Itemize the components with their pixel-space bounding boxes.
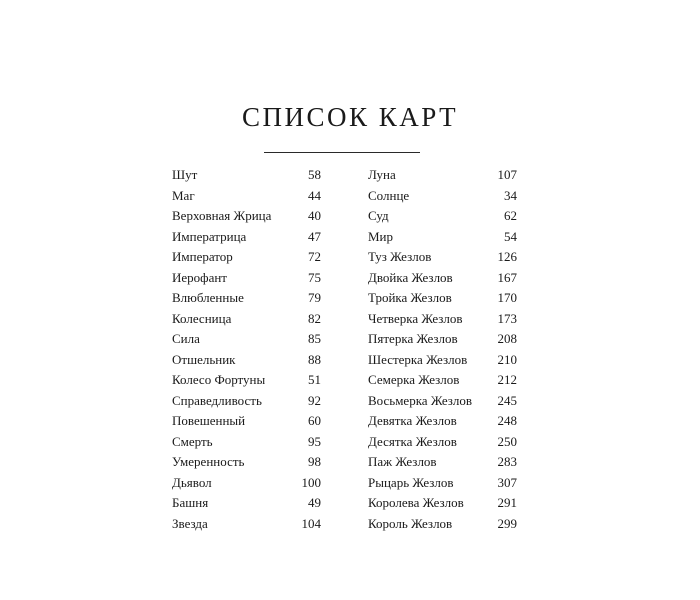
- card-list-item: [172, 288, 321, 309]
- page-number: 60: [308, 413, 321, 428]
- page-number: 49: [308, 495, 321, 510]
- card-list-item: [172, 309, 321, 330]
- page-number: 47: [308, 228, 321, 244]
- card-name: Туз Жезлов: [368, 249, 432, 264]
- card-name: Двойка Жезлов: [368, 269, 453, 285]
- page-number: 210: [497, 351, 517, 367]
- card-name: Десятка Жезлов: [368, 433, 457, 449]
- page-number: 34: [504, 187, 517, 203]
- page-number: 79: [308, 290, 321, 305]
- card-list-item: [368, 514, 517, 535]
- card-list-item: [368, 227, 517, 248]
- card-list-item: [368, 329, 517, 350]
- page-number: 250: [497, 433, 517, 449]
- card-list-item: [368, 309, 517, 330]
- card-name: Башня: [172, 495, 209, 510]
- card-list-item: [172, 514, 321, 535]
- card-list-item: [368, 473, 517, 494]
- card-list-item: [368, 432, 517, 453]
- card-list-item: [368, 247, 517, 268]
- card-list-item: [172, 247, 321, 268]
- card-name: Звезда: [172, 515, 208, 531]
- page-number: 100: [301, 474, 321, 490]
- card-name: Колесница: [172, 310, 232, 326]
- page-number: 98: [308, 454, 321, 469]
- page-number: 283: [497, 454, 517, 469]
- card-name: Паж Жезлов: [368, 454, 437, 469]
- card-name: Дьявол: [172, 474, 212, 490]
- card-list-item: [172, 268, 321, 289]
- card-name: Солнце: [368, 187, 410, 203]
- card-name: Колесо Фортуны: [172, 372, 266, 387]
- title-underline: [264, 152, 420, 153]
- card-name: Восьмерка Жезлов: [368, 392, 473, 408]
- page-number: 299: [497, 515, 517, 531]
- page-number: 85: [308, 331, 321, 346]
- card-name: Смерть: [172, 433, 213, 449]
- card-name: Император: [172, 249, 233, 264]
- card-list-item: [172, 473, 321, 494]
- card-name: Сила: [172, 331, 200, 346]
- card-list-item: [368, 206, 517, 227]
- page-number: 170: [497, 290, 517, 305]
- card-name: Девятка Жезлов: [368, 413, 457, 428]
- page-number: 44: [308, 187, 321, 203]
- card-list-item: [368, 493, 517, 514]
- page-number: 307: [497, 474, 517, 490]
- card-name: Шестерка Жезлов: [368, 351, 468, 367]
- card-list-item: [172, 411, 321, 432]
- card-name: Справедливость: [172, 392, 262, 408]
- page-number: 212: [497, 372, 517, 387]
- page-number: 291: [497, 495, 517, 510]
- card-list-item: [368, 186, 517, 207]
- card-name: Иерофант: [172, 269, 227, 285]
- card-list-item: [172, 370, 321, 391]
- card-list-item: [368, 452, 517, 473]
- card-list-item: [368, 288, 517, 309]
- card-name: Король Жезлов: [368, 515, 453, 531]
- card-list-left-column: [172, 165, 321, 534]
- card-name: Маг: [172, 187, 195, 203]
- card-name: Луна: [368, 167, 396, 182]
- page-number: 54: [504, 228, 517, 244]
- page-number: 51: [308, 372, 321, 387]
- card-name: Верховная Жрица: [172, 208, 272, 223]
- page-number: 173: [497, 310, 517, 326]
- card-name: Королева Жезлов: [368, 495, 464, 510]
- card-list-item: [172, 206, 321, 227]
- card-list-item: [172, 227, 321, 248]
- card-name: Императрица: [172, 228, 247, 244]
- card-name: Шут: [172, 167, 198, 182]
- page-number: 72: [308, 249, 321, 264]
- page-number: 82: [308, 310, 321, 326]
- card-name: Суд: [368, 208, 389, 223]
- card-list-right-column: [368, 165, 517, 534]
- page-number: 92: [308, 392, 321, 408]
- card-name: Тройка Жезлов: [368, 290, 452, 305]
- page-number: 248: [497, 413, 517, 428]
- page-number: 208: [497, 331, 517, 346]
- page-number: 62: [504, 208, 517, 223]
- card-list-item: [368, 165, 517, 186]
- card-list-item: [368, 411, 517, 432]
- page-number: 88: [308, 351, 321, 367]
- card-name: Семерка Жезлов: [368, 372, 460, 387]
- page-number: 58: [308, 167, 321, 182]
- card-list-item: [368, 268, 517, 289]
- page-title: СПИСОК КАРТ: [241, 102, 459, 132]
- card-list-item: [172, 329, 321, 350]
- page-number: 245: [497, 392, 517, 408]
- card-list-item: [368, 370, 517, 391]
- card-list-item: [172, 452, 321, 473]
- page-number: 40: [308, 208, 321, 223]
- page-number: 104: [301, 515, 321, 531]
- card-name: Влюбленные: [172, 290, 244, 305]
- card-list-item: [172, 350, 321, 371]
- card-list-item: [172, 493, 321, 514]
- page-number: 126: [497, 249, 517, 264]
- card-name: Рыцарь Жезлов: [368, 474, 454, 490]
- card-list-item: [172, 165, 321, 186]
- card-list-item: [368, 391, 517, 412]
- card-name: Четверка Жезлов: [368, 310, 463, 326]
- card-list-item: [172, 432, 321, 453]
- page-number: 75: [308, 269, 321, 285]
- card-name: Умеренность: [172, 454, 245, 469]
- card-name: Повешенный: [172, 413, 246, 428]
- card-list-item: [172, 186, 321, 207]
- page-number: 107: [497, 167, 517, 182]
- card-name: Отшельник: [172, 351, 236, 367]
- card-list-item: [172, 391, 321, 412]
- card-list-item: [368, 350, 517, 371]
- card-name: Мир: [368, 228, 394, 244]
- page-number: 95: [308, 433, 321, 449]
- page-number: 167: [497, 269, 517, 285]
- card-name: Пятерка Жезлов: [368, 331, 458, 346]
